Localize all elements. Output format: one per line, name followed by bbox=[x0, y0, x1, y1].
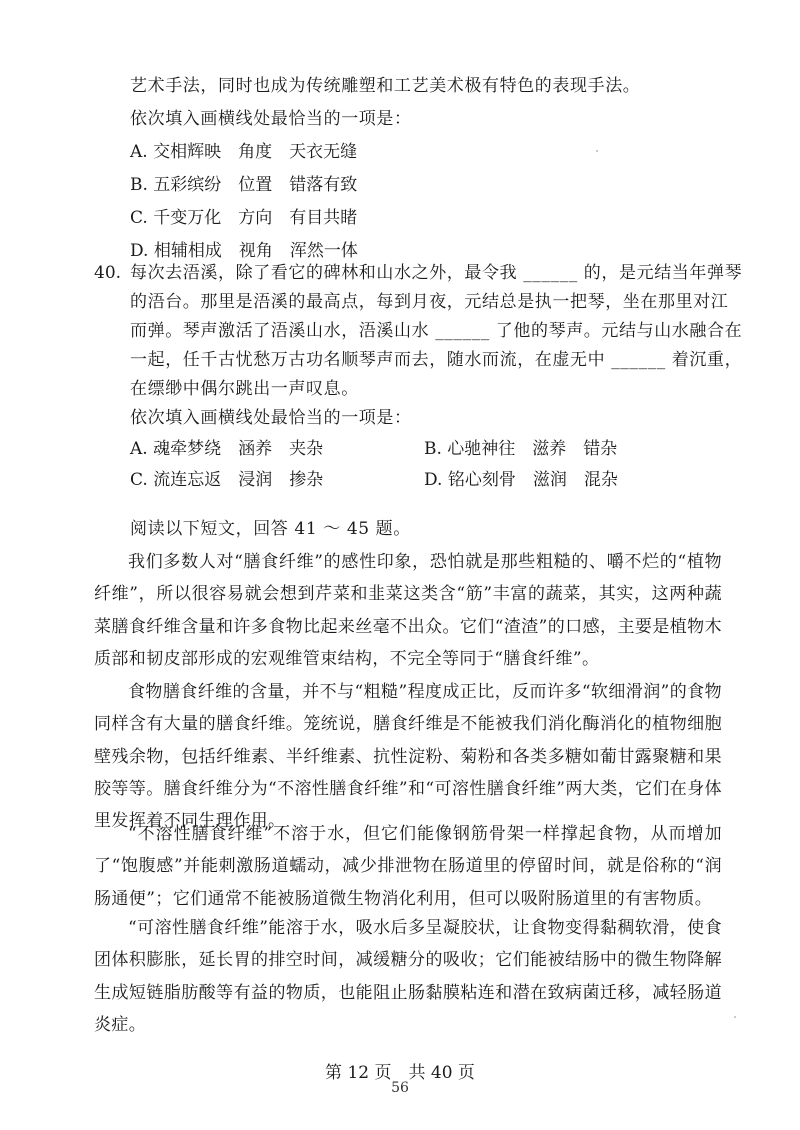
q40-prompt: 依次填入画横线处最恰当的一项是： bbox=[130, 408, 412, 428]
q40-line-2: 的浯台。那里是浯溪的最高点，每到月夜，元结总是执一把琴，坐在那里对江 bbox=[130, 292, 729, 312]
q39-option-b: B. 五彩缤纷 位置 错落有致 bbox=[130, 175, 358, 195]
q40-option-b: B. 心驰神往 滋养 错杂 bbox=[424, 439, 618, 459]
q39-option-c: C. 千变万化 方向 有目共睹 bbox=[130, 208, 358, 228]
q40-option-c: C. 流连忘返 浸润 掺杂 bbox=[130, 470, 324, 490]
reading-paragraph-4: “可溶性膳食纤维”能溶于水，吸水后多呈凝胶状，让食物变得黏稠软滑，使食团体积膨胀，延长胃的排空时间，减缓糖分的吸收；它们能被结肠中的微生物降解生成短链脂肪酸等有益的物质，也能阻止肠黏膜粘连和潜在致病菌迁移，减轻肠道炎症。 bbox=[94, 918, 722, 1035]
page-number: 56 bbox=[391, 1080, 409, 1096]
page-counter: 第 12 页 共 40 页 bbox=[325, 1063, 475, 1083]
scan-speck bbox=[596, 150, 598, 152]
reading-paragraph-3: “不溶性膳食纤维”不溶于水，但它们能像钢筋骨架一样撑起食物，从而增加了“饱腹感”并能刺激肠道蠕动，减少排泄物在肠道里的停留时间，就是俗称的“润肠通便”；它们通常不能被肠道微生物消化利用，但可以吸附肠道里的有害物质。 bbox=[94, 824, 722, 909]
q40-line-4: 一起，任千古忧愁万古功名顺琴声而去，随水而流，在虚无中 ______ 着沉重， bbox=[130, 350, 743, 370]
scan-speck bbox=[734, 1016, 736, 1018]
q39-option-a: A. 交相辉映 角度 天衣无缝 bbox=[130, 142, 358, 162]
q40-line-3: 而弹。琴声激活了浯溪山水，浯溪山水 ______ 了他的琴声。元结与山水融合在 bbox=[130, 321, 743, 341]
reading-paragraph-1: 我们多数人对“膳食纤维”的感性印象，恐怕就是那些粗糙的、嚼不烂的“植物纤维”，所以很容易就会想到芹菜和韭菜这类含“筋”丰富的蔬菜，其实，这两种蔬菜膳食纤维含量和许多食物比起来丝毫不出众。它们“渣渣”的口感，主要是植物木质部和韧皮部形成的宏观维管束结构，不完全等同于“膳食纤维”。 bbox=[94, 552, 722, 669]
q40-number: 40. bbox=[94, 263, 122, 283]
q39-continuation-line: 艺术手法，同时也成为传统雕塑和工艺美术极有特色的表现手法。 bbox=[130, 76, 641, 96]
reading-intro: 阅读以下短文，回答 41 ～ 45 题。 bbox=[130, 519, 411, 539]
q39-prompt: 依次填入画横线处最恰当的一项是： bbox=[130, 109, 412, 129]
q39-option-d: D. 相辅相成 视角 浑然一体 bbox=[130, 241, 358, 261]
q40-line-5: 在缥缈中偶尔跳出一声叹息。 bbox=[130, 379, 359, 399]
reading-paragraph-2: 食物膳食纤维的含量，并不与“粗糙”程度成正比，反而许多“软细滑润”的食物同样含有大量的膳食纤维。笼统说，膳食纤维是不能被我们消化酶消化的植物细胞壁残余物，包括纤维素、半纤维素、抗性淀粉、菊粉和各类多糖如葡甘露聚糖和果胶等等。膳食纤维分为“不溶性膳食纤维”和“可溶性膳食纤维”两大类，它们在身体里发挥着不同生理作用。 bbox=[94, 682, 722, 832]
q40-line-1: 每次去浯溪，除了看它的碑林和山水之外，最令我 ______ 的，是元结当年弹琴 bbox=[130, 263, 743, 283]
q40-option-a: A. 魂牵梦绕 涵养 夹杂 bbox=[130, 439, 324, 459]
q40-option-d: D. 铭心刻骨 滋润 混杂 bbox=[424, 470, 618, 490]
